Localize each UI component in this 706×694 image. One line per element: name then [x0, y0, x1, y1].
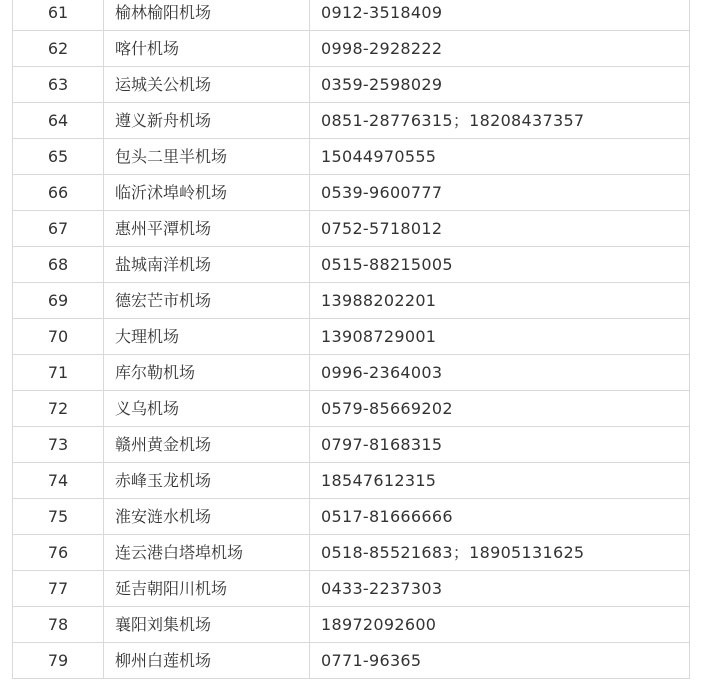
- row-number: 65: [13, 139, 104, 175]
- table-row: [13, 499, 690, 535]
- row-number: 78: [13, 607, 104, 643]
- table-row: [13, 67, 690, 103]
- phone-number: 0851-28776315；18208437357: [310, 103, 690, 139]
- row-number: 68: [13, 247, 104, 283]
- table-row: [13, 643, 690, 679]
- row-number: 75: [13, 499, 104, 535]
- airport-name: 惠州平潭机场: [104, 211, 310, 247]
- phone-number: 0996-2364003: [310, 355, 690, 391]
- airport-name: 柳州白莲机场: [104, 643, 310, 679]
- airport-name: 德宏芒市机场: [104, 283, 310, 319]
- row-number: 62: [13, 31, 104, 67]
- table-row: [13, 139, 690, 175]
- phone-number: 0797-8168315: [310, 427, 690, 463]
- table-row: [13, 283, 690, 319]
- phone-number: 0433-2237303: [310, 571, 690, 607]
- table-row: [13, 607, 690, 643]
- airport-name: 襄阳刘集机场: [104, 607, 310, 643]
- table-row: [13, 391, 690, 427]
- airport-name: 赣州黄金机场: [104, 427, 310, 463]
- row-number: 70: [13, 319, 104, 355]
- phone-number: 0771-96365: [310, 643, 690, 679]
- airport-contact-table: [12, 0, 689, 679]
- table-row: [13, 571, 690, 607]
- phone-number: 0359-2598029: [310, 67, 690, 103]
- table-row: [13, 211, 690, 247]
- table-row: [13, 355, 690, 391]
- table-row: [13, 0, 690, 31]
- table-row: [13, 103, 690, 139]
- airport-name: 喀什机场: [104, 31, 310, 67]
- phone-number: 0518-85521683；18905131625: [310, 535, 690, 571]
- airport-name: 大理机场: [104, 319, 310, 355]
- airport-name: 赤峰玉龙机场: [104, 463, 310, 499]
- airport-name: 临沂沭埠岭机场: [104, 175, 310, 211]
- row-number: 64: [13, 103, 104, 139]
- phone-number: 0998-2928222: [310, 31, 690, 67]
- airport-name: 盐城南洋机场: [104, 247, 310, 283]
- row-number: 73: [13, 427, 104, 463]
- table-row: [13, 175, 690, 211]
- phone-number: 0912-3518409: [310, 0, 690, 31]
- phone-number: 0752-5718012: [310, 211, 690, 247]
- row-number: 76: [13, 535, 104, 571]
- row-number: 72: [13, 391, 104, 427]
- phone-number: 0579-85669202: [310, 391, 690, 427]
- row-number: 74: [13, 463, 104, 499]
- row-number: 77: [13, 571, 104, 607]
- row-number: 67: [13, 211, 104, 247]
- airport-name: 连云港白塔埠机场: [104, 535, 310, 571]
- table-row: [13, 319, 690, 355]
- airport-name: 库尔勒机场: [104, 355, 310, 391]
- table-row: [13, 427, 690, 463]
- row-number: 71: [13, 355, 104, 391]
- airport-name: 榆林榆阳机场: [104, 0, 310, 31]
- airport-name: 延吉朝阳川机场: [104, 571, 310, 607]
- phone-number: 0539-9600777: [310, 175, 690, 211]
- phone-number: 18972092600: [310, 607, 690, 643]
- table-row: [13, 463, 690, 499]
- table-row: [13, 247, 690, 283]
- airport-name: 运城关公机场: [104, 67, 310, 103]
- contact-table: [12, 0, 690, 679]
- table-row: [13, 535, 690, 571]
- row-number: 61: [13, 0, 104, 31]
- phone-number: 0517-81666666: [310, 499, 690, 535]
- airport-name: 淮安涟水机场: [104, 499, 310, 535]
- airport-name: 遵义新舟机场: [104, 103, 310, 139]
- phone-number: 13908729001: [310, 319, 690, 355]
- airport-name: 义乌机场: [104, 391, 310, 427]
- table-row: [13, 31, 690, 67]
- row-number: 66: [13, 175, 104, 211]
- phone-number: 18547612315: [310, 463, 690, 499]
- phone-number: 15044970555: [310, 139, 690, 175]
- row-number: 79: [13, 643, 104, 679]
- row-number: 69: [13, 283, 104, 319]
- row-number: 63: [13, 67, 104, 103]
- airport-name: 包头二里半机场: [104, 139, 310, 175]
- phone-number: 13988202201: [310, 283, 690, 319]
- phone-number: 0515-88215005: [310, 247, 690, 283]
